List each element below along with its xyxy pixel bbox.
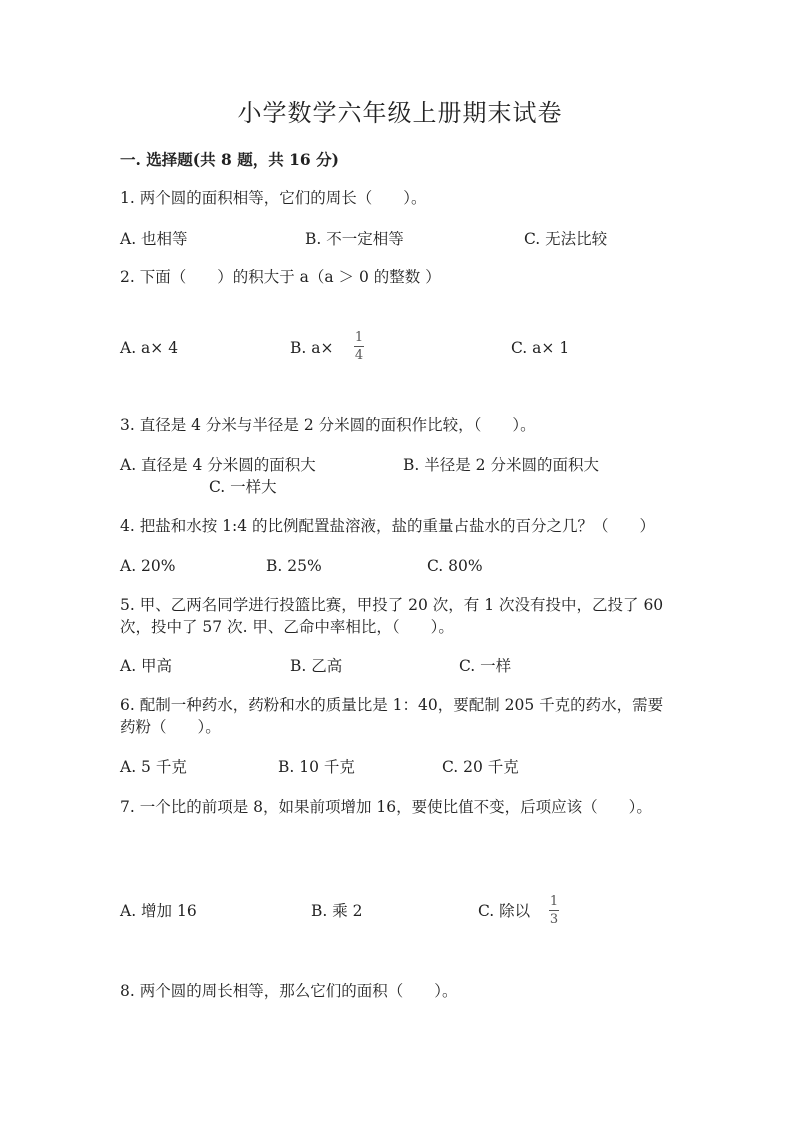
question-5-stem-line2: 次，投中了 57 次. 甲、乙命中率相比，（ ）。 xyxy=(120,618,454,636)
q2-option-b[interactable]: B. a× xyxy=(290,339,334,357)
q7-option-c-fraction xyxy=(549,895,559,926)
question-5-stem-line1: 5. 甲、乙两名同学进行投篮比赛，甲投了 20 次，有 1 次没有投中，乙投了 60 xyxy=(120,596,664,614)
q1-option-b[interactable]: B. 不一定相等 xyxy=(305,230,404,248)
question-6-stem-line2: 药粉（ ）。 xyxy=(120,718,221,736)
q4-option-b[interactable]: B. 25% xyxy=(266,557,322,575)
q2-option-c[interactable]: C. a× 1 xyxy=(511,339,570,357)
fraction-numerator: 1 xyxy=(549,894,559,909)
fraction-bar xyxy=(549,910,559,911)
q6-option-c[interactable]: C. 20 千克 xyxy=(442,758,519,776)
q1-option-c[interactable]: C. 无法比较 xyxy=(524,230,608,248)
q6-option-b[interactable]: B. 10 千克 xyxy=(278,758,355,776)
q4-option-c[interactable]: C. 80% xyxy=(427,557,483,575)
q1-option-a[interactable]: A. 也相等 xyxy=(120,230,188,248)
q2-option-a[interactable]: A. a× 4 xyxy=(120,339,179,357)
q5-option-c[interactable]: C. 一样 xyxy=(459,657,512,675)
question-4-stem: 4. 把盐和水按 1:4 的比例配置盐溶液，盐的重量占盐水的百分之几？（ ） xyxy=(120,517,656,535)
q7-option-a[interactable]: A. 增加 16 xyxy=(120,902,197,920)
section-heading: 一. 选择题(共 8 题，共 16 分) xyxy=(120,150,339,169)
question-6-stem-line1: 6. 配制一种药水，药粉和水的质量比是 1：40，要配制 205 千克的药水，需要 xyxy=(120,696,664,714)
question-7-stem: 7. 一个比的前项是 8，如果前项增加 16，要使比值不变，后项应该（ ）。 xyxy=(120,798,652,816)
fraction-numerator: 1 xyxy=(354,330,364,345)
q4-option-a[interactable]: A. 20% xyxy=(120,557,176,575)
fraction-denominator: 3 xyxy=(549,912,559,927)
question-3-stem: 3. 直径是 4 分米与半径是 2 分米圆的面积作比较，（ ）。 xyxy=(120,416,536,434)
fraction-bar xyxy=(354,346,364,347)
q3-option-b[interactable]: B. 半径是 2 分米圆的面积大 xyxy=(403,456,599,474)
q6-option-a[interactable]: A. 5 千克 xyxy=(120,758,187,776)
q5-option-a[interactable]: A. 甲高 xyxy=(120,657,173,675)
page-title: 小学数学六年级上册期末试卷 xyxy=(237,99,563,127)
q2-option-b-fraction xyxy=(354,331,364,362)
q3-option-a[interactable]: A. 直径是 4 分米圆的面积大 xyxy=(120,456,316,474)
q7-option-c[interactable]: C. 除以 xyxy=(478,902,531,920)
q5-option-b[interactable]: B. 乙高 xyxy=(290,657,343,675)
question-2-stem: 2. 下面（ ）的积大于 a（a ＞ 0 的整数 ） xyxy=(120,268,441,286)
q3-option-c[interactable]: C. 一样大 xyxy=(209,478,277,496)
q7-option-b[interactable]: B. 乘 2 xyxy=(311,902,363,920)
question-8-stem: 8. 两个圆的周长相等，那么它们的面积（ ）。 xyxy=(120,982,458,1000)
fraction-denominator: 4 xyxy=(354,348,364,363)
question-1-stem: 1. 两个圆的面积相等，它们的周长（ ）。 xyxy=(120,189,427,207)
